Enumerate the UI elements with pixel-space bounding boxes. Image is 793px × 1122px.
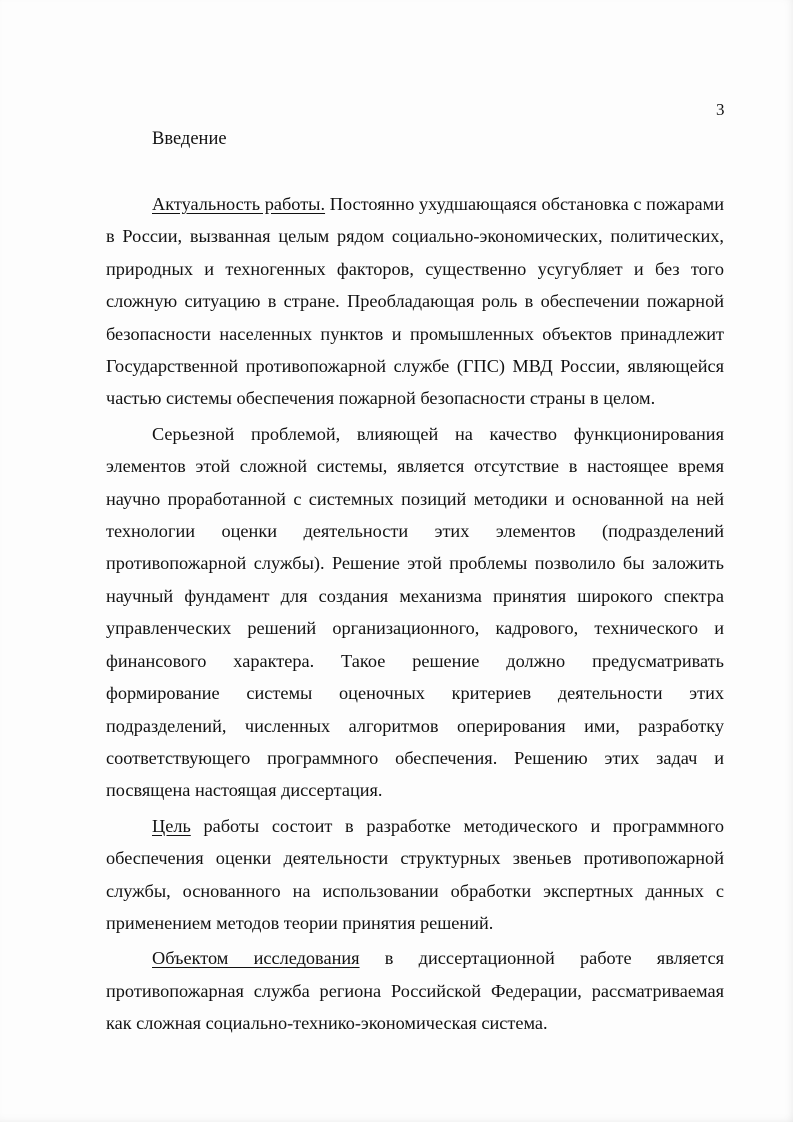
paragraph-lead-relevance: Актуальность работы. (152, 194, 326, 214)
paragraph-problem (106, 418, 724, 807)
body-text (106, 188, 724, 1040)
paragraph-lead-object: Объектом исследования (152, 948, 360, 969)
paragraph-text-relevance: Постоянно ухудшающаяся обстановка с пожарами в России, вызванная целым рядом социально-экономических, политических, природных и техногенных факторов, существенно усугубляет и без того сложную ситуацию в стране. Преобладающая роль в обеспечении пожарной безопасности населенных пунктов и промышленных объектов принадлежит Государственной противопожарной службе (ГПС) МВД России, являющейся частью системы обеспечения пожарной безопасности страны в целом. (106, 194, 725, 409)
paragraph-goal (106, 810, 724, 940)
paragraph-text-goal: работы состоит в разработке методического и программного обеспечения оценки деятельности структурных звеньев противопожарной службы, основанного на использовании обработки экспертных данных с применением методов теории принятия решений. (106, 815, 724, 933)
page-number: 3 (716, 100, 725, 119)
paragraph-lead-goal: Цель (152, 815, 191, 836)
paragraph-object (106, 942, 724, 1039)
paragraph-text-object: в диссертационной работе является противопожарная служба региона Российской Федерации, рассматриваемая как сложная социально-технико-экономическая система. (106, 948, 724, 1034)
section-heading: Введение (152, 129, 227, 149)
paragraph-relevance (106, 188, 724, 415)
paragraph-text-problem: Серьезной проблемой, влияющей на качество функционирования элементов этой сложной системы, является отсутствие в настоящее время научно проработанной с системных позиций методики и основанной на ней технологии оценки деятельности этих элементов (подразделений противопожарной службы). Решение этой проблемы позволило бы заложить научный фундамент для создания механизма принятия широкого спектра управленческих решений организационного, кадрового, технического и финансового характера. Такое решение должно предусматривать формирование системы оценочных критериев деятельности этих подразделений, численных алгоритмов оперирования ими, разработку соответствующего программного обеспечения. Решению этих задач и посвящена настоящая диссертация. (106, 423, 724, 801)
